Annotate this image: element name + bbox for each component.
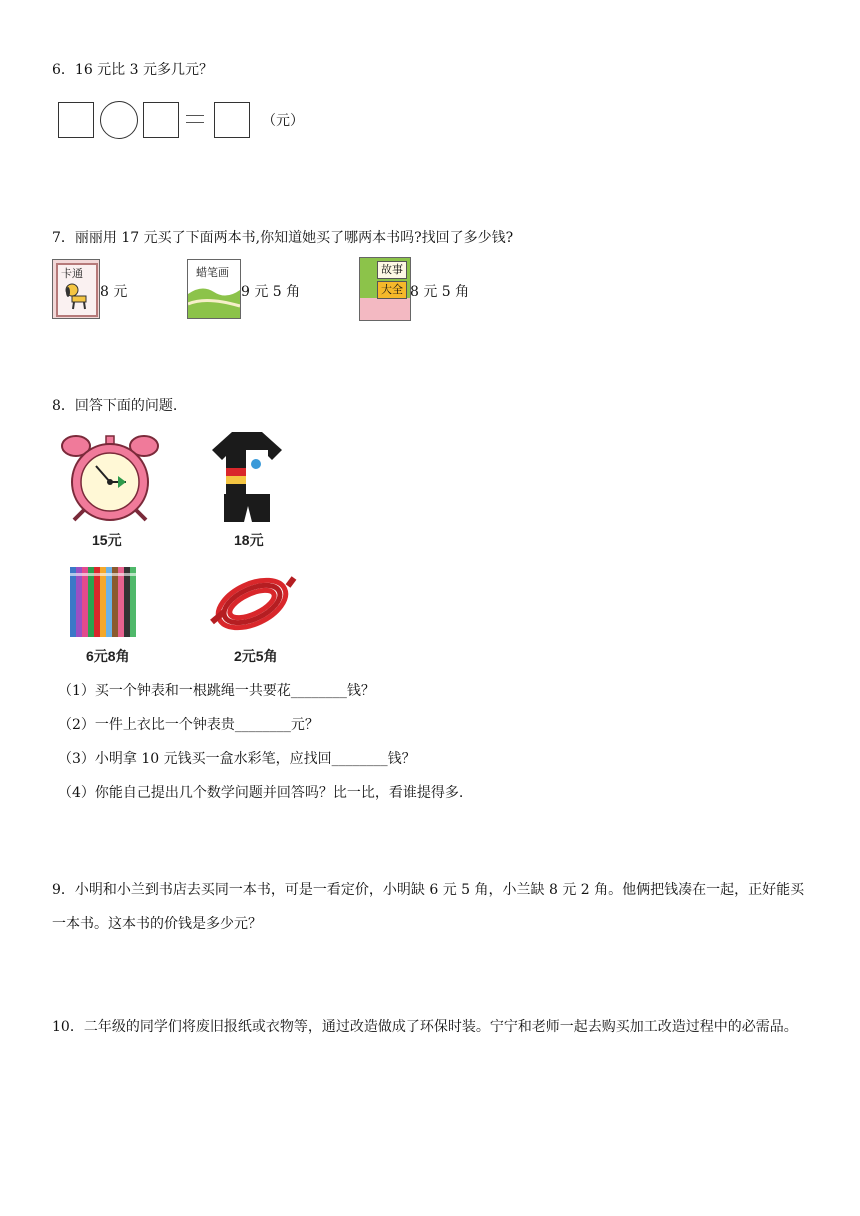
question-7: 7．丽丽用 17 元买了下面两本书,你知道她买了哪两本书吗?找回了多少钱? xyxy=(52,230,514,246)
book-cover-title: 卡通 xyxy=(61,267,83,280)
alarm-clock-icon xyxy=(56,432,166,524)
answer-box-result[interactable] xyxy=(214,102,250,138)
book-cover-title: 蜡笔画 xyxy=(196,266,229,279)
book-stories-icon xyxy=(359,257,411,321)
book-3-price: 8 元 5 角 xyxy=(410,284,470,300)
sports-shirt-icon xyxy=(208,428,286,526)
question-6: 6．16 元比 3 元多几元？ xyxy=(52,62,213,78)
book-cover-title-top: 故事 xyxy=(377,261,407,279)
equals-sign-top xyxy=(186,115,204,116)
markers-price: 6元8角 xyxy=(86,648,130,664)
markers-icon xyxy=(68,565,144,640)
jump-rope-icon xyxy=(204,572,300,636)
hills-icon xyxy=(188,280,240,318)
question-10: 10．二年级的同学们将废旧报纸或衣物等，通过改造做成了环保时装。宁宁和老师一起去购买加工改造过程中的必需品。 xyxy=(52,1019,798,1035)
q8-sub-4: （4）你能自己提出几个数学问题并回答吗？比一比，看谁提得多. xyxy=(58,785,464,801)
book-1-price: 8 元 xyxy=(100,284,128,300)
question-8: 8．回答下面的问题. xyxy=(52,398,178,414)
question-9: 9．小明和小兰到书店去买同一本书，可是一看定价，小明缺 6 元 5 角，小兰缺 8 元 2 角。他俩把钱凑在一起，正好能买一本书。这本书的价钱是多少元？ xyxy=(52,882,805,932)
book-cover-title-bottom: 大全 xyxy=(377,281,407,299)
answer-box-1[interactable] xyxy=(58,102,94,138)
answer-box-2[interactable] xyxy=(143,102,179,138)
book-crayon-icon xyxy=(187,259,241,319)
q8-sub-2: （2）一件上衣比一个钟表贵________元？ xyxy=(58,717,319,733)
book-2-price: 9 元 5 角 xyxy=(241,284,301,300)
q8-sub-1: （1）买一个钟表和一根跳绳一共要花________钱？ xyxy=(58,683,375,699)
book-cartoon-icon xyxy=(52,259,100,319)
equals-sign-bottom xyxy=(186,122,204,123)
rope-price: 2元5角 xyxy=(234,648,278,664)
clock-price: 15元 xyxy=(92,532,122,548)
operator-circle[interactable] xyxy=(100,101,138,139)
shirt-price: 18元 xyxy=(234,532,264,548)
q8-sub-3: （3）小明拿 10 元钱买一盒水彩笔，应找回________钱？ xyxy=(58,751,416,767)
dog-icon xyxy=(62,282,92,310)
unit-label: （元） xyxy=(262,113,304,129)
